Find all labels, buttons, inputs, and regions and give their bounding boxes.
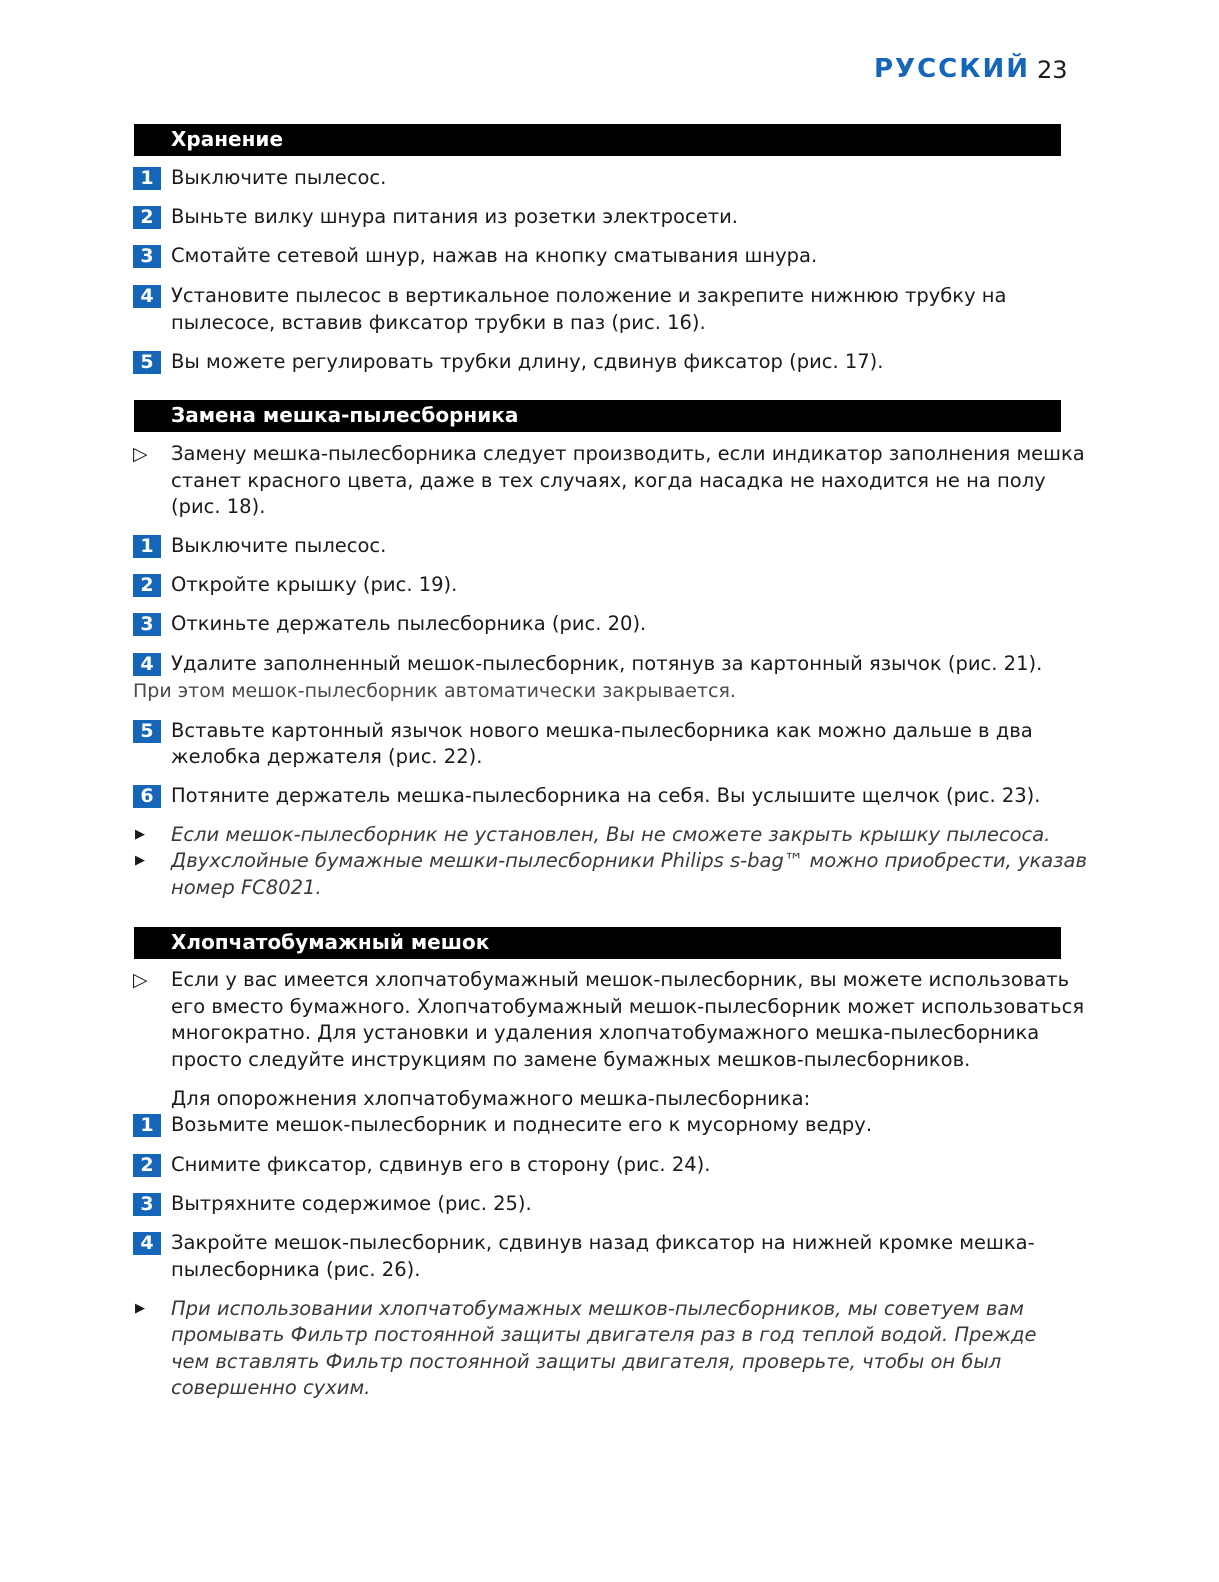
step-text: Выньте вилку шнура питания из розетки электросети. [171, 205, 738, 228]
intro-text: Замену мешка-пылесборника следует производить, если индикатор заполнения мешка [171, 442, 1085, 465]
step-text: Откройте крышку (рис. 19). [171, 573, 458, 596]
step-text: Вы можете регулировать трубки длину, сдвинув фиксатор (рис. 17). [171, 350, 884, 373]
step-text: Снимите фиксатор, сдвинув его в сторону (рис. 24). [171, 1153, 711, 1176]
step-number: 4 [133, 285, 161, 308]
step-text: желобка держателя (рис. 22). [171, 745, 483, 768]
intro-text: многократно. Для установки и удаления хлопчатобумажного мешка-пылесборника [171, 1021, 1040, 1044]
tip-text: номер FC8021. [171, 876, 322, 899]
step-number: 1 [133, 1114, 161, 1137]
intro-text: просто следуйте инструкциям по замене бумажных мешков-пылесборников. [171, 1048, 971, 1071]
step-number: 4 [133, 1232, 161, 1255]
step-number: 1 [133, 167, 161, 190]
intro-text: Если у вас имеется хлопчатобумажный мешок-пылесборник, вы можете использовать [171, 968, 1070, 991]
step-text: Удалите заполненный мешок-пылесборник, потянув за картонный язычок (рис. 21). [171, 652, 1043, 675]
section-title-bag-replace: Замена мешка-пылесборника [134, 400, 1061, 432]
tip-text: Двухслойные бумажные мешки-пылесборники Philips s-bag™ можно приобрести, указав [171, 849, 1087, 872]
step-number: 2 [133, 206, 161, 229]
step-text: Смотайте сетевой шнур, нажав на кнопку сматывания шнура. [171, 244, 818, 267]
page-number: 23 [1037, 56, 1068, 84]
tip-text: совершенно сухим. [171, 1376, 371, 1399]
tip-bullet-icon: ▶ [135, 827, 145, 842]
step-number: 4 [133, 653, 161, 676]
intro-text: его вместо бумажного. Хлопчатобумажный мешок-пылесборник может использоваться [171, 995, 1085, 1018]
step-text: Выключите пылесос. [171, 534, 387, 557]
tip-text: Если мешок-пылесборник не установлен, Вы не сможете закрыть крышку пылесоса. [171, 823, 1051, 846]
tip-text: чем вставлять Фильтр постоянной защиты двигателя, проверьте, чтобы он был [171, 1350, 1002, 1373]
step-text: Выключите пылесос. [171, 166, 387, 189]
step-text: Вытряхните содержимое (рис. 25). [171, 1192, 532, 1215]
step-number: 2 [133, 1154, 161, 1177]
step-number: 3 [133, 245, 161, 268]
intro-text: (рис. 18). [171, 495, 266, 518]
step-number: 6 [133, 785, 161, 808]
step-number: 3 [133, 1193, 161, 1216]
section-title-cotton-bag: Хлопчатобумажный мешок [134, 927, 1061, 959]
step-text: Закройте мешок-пылесборник, сдвинув назад фиксатор на нижней кромке мешка- [171, 1231, 1035, 1254]
intro-text: станет красного цвета, даже в тех случаях, когда насадка не находится не на полу [171, 469, 1046, 492]
step-text: Потяните держатель мешка-пылесборника на себя. Вы услышите щелчок (рис. 23). [171, 784, 1041, 807]
tip-bullet-icon: ▶ [135, 1301, 145, 1316]
subtitle-text: Для опорожнения хлопчатобумажного мешка-пылесборника: [171, 1087, 811, 1110]
step-text: пылесборника (рис. 26). [171, 1258, 421, 1281]
step-number: 3 [133, 613, 161, 636]
bullet-arrow-icon: ▷ [133, 969, 148, 991]
step-number: 1 [133, 535, 161, 558]
bullet-arrow-icon: ▷ [133, 443, 148, 465]
section-language-label: РУССКИЙ [874, 54, 1031, 84]
step-number: 5 [133, 720, 161, 743]
step-text: Возьмите мешок-пылесборник и поднесите его к мусорному ведру. [171, 1113, 873, 1136]
step-text: Установите пылесос в вертикальное положение и закрепите нижнюю трубку на [171, 284, 1007, 307]
step-note: При этом мешок-пылесборник автоматически закрывается. [133, 680, 736, 702]
step-text: пылесосе, вставив фиксатор трубки в паз (рис. 16). [171, 311, 706, 334]
section-title-storage: Хранение [134, 124, 1061, 156]
tip-text: При использовании хлопчатобумажных мешков-пылесборников, мы советуем вам [171, 1297, 1024, 1320]
tip-text: промывать Фильтр постоянной защиты двигателя раз в год теплой водой. Прежде [171, 1323, 1037, 1346]
tip-bullet-icon: ▶ [135, 853, 145, 868]
step-number: 2 [133, 574, 161, 597]
step-text: Вставьте картонный язычок нового мешка-пылесборника как можно дальше в два [171, 719, 1033, 742]
step-number: 5 [133, 351, 161, 374]
step-text: Откиньте держатель пылесборника (рис. 20). [171, 612, 647, 635]
